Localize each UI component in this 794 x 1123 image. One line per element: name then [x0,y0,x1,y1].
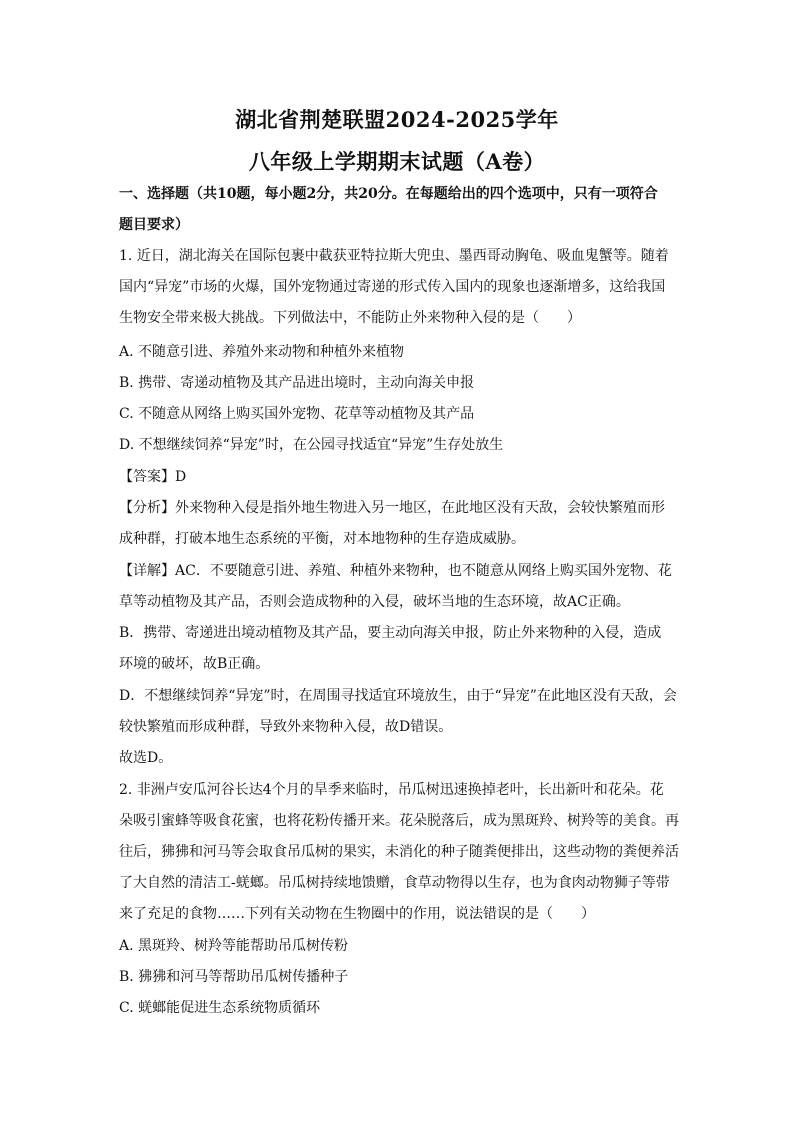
text-line: 【答案】D [119,469,187,485]
text-line: D．不想继续饲养“异宠”时，在周围寻找适宜环境放生，由于“异宠”在此地区没有天敌，会 [119,688,677,704]
document-title-line1: 湖北省荆楚联盟2024-2025学年 [235,107,559,132]
text-line: 题目要求） [119,217,189,233]
text-line: B．携带、寄递进出境动植物及其产品，要主动向海关申报，防止外来物种的入侵，造成 [119,625,662,641]
text-line: 较快繁殖而形成种群，导致外来物种入侵，故D错误。 [119,719,453,735]
text-line: 一、选择题（共10题，每小题2分，共20分。在每题给出的四个选项中，只有一项符合 [119,186,658,202]
text-line: B. 狒狒和河马等帮助吊瓜树传播种子 [119,969,349,985]
text-line: 故选D。 [119,750,173,766]
text-line: C. 蜣螂能促进生态系统物质循环 [119,1000,321,1016]
text-line: 1. 近日，湖北海关在国际包裹中截获亚特拉斯大兜虫、墨西哥动胸龟、吸血鬼蟹等。随着 [119,248,669,264]
text-line: B. 携带、寄递动植物及其产品进出境时，主动向海关申报 [119,375,475,391]
text-line: 2. 非洲卢安瓜河谷长达4个月的旱季来临时，吊瓜树迅速换掉老叶，长出新叶和花朵。花 [119,782,664,798]
text-line: 了大自然的清洁工-蜣螂。吊瓜树持续地馈赠，食草动物得以生存，也为食肉动物狮子等带 [119,875,670,891]
text-line: 生物安全带来极大挑战。下列做法中，不能防止外来物种入侵的是（ ） [119,310,581,326]
text-line: 【分析】外来物种入侵是指外地生物进入另一地区，在此地区没有天敌，会较快繁殖而形 [119,500,665,516]
text-line: 草等动植物及其产品，否则会造成物种的入侵，破坏当地的生态环境，故AC正确。 [119,594,630,610]
text-line: 环境的破坏，故B正确。 [119,656,270,672]
text-line: 来了充足的食物……下列有关动物在生物圈中的作用，说法错误的是（ ） [119,906,595,922]
text-line: 【详解】AC．不要随意引进、养殖、种植外来物种，也不随意从网络上购买国外宠物、花 [119,563,672,579]
text-line: 成种群，打破本地生态系统的平衡，对本地物种的生存造成威胁。 [119,531,525,547]
text-line: D. 不想继续饲养“异宠”时，在公园寻找适宜“异宠”生存处放生 [119,437,504,453]
document-title-line2: 八年级上学期期末试题（A卷） [248,149,546,174]
text-line: 往后，狒狒和河马等会取食吊瓜树的果实，未消化的种子随粪便排出，这些动物的粪便养活 [119,844,679,860]
text-line: 国内“异宠”市场的火爆，国外宠物通过寄递的形式传入国内的现象也逐渐增多，这给我国 [119,279,666,295]
text-line: A. 黑斑羚、树羚等能帮助吊瓜树传粉 [119,938,349,954]
text-line: A. 不随意引进、养殖外来动物和种植外来植物 [119,344,405,360]
text-line: C. 不随意从网络上购买国外宠物、花草等动植物及其产品 [119,406,475,422]
text-line: 朵吸引蜜蜂等吸食花蜜，也将花粉传播开来。花朵脱落后，成为黑斑羚、树羚等的美食。再 [119,813,679,829]
